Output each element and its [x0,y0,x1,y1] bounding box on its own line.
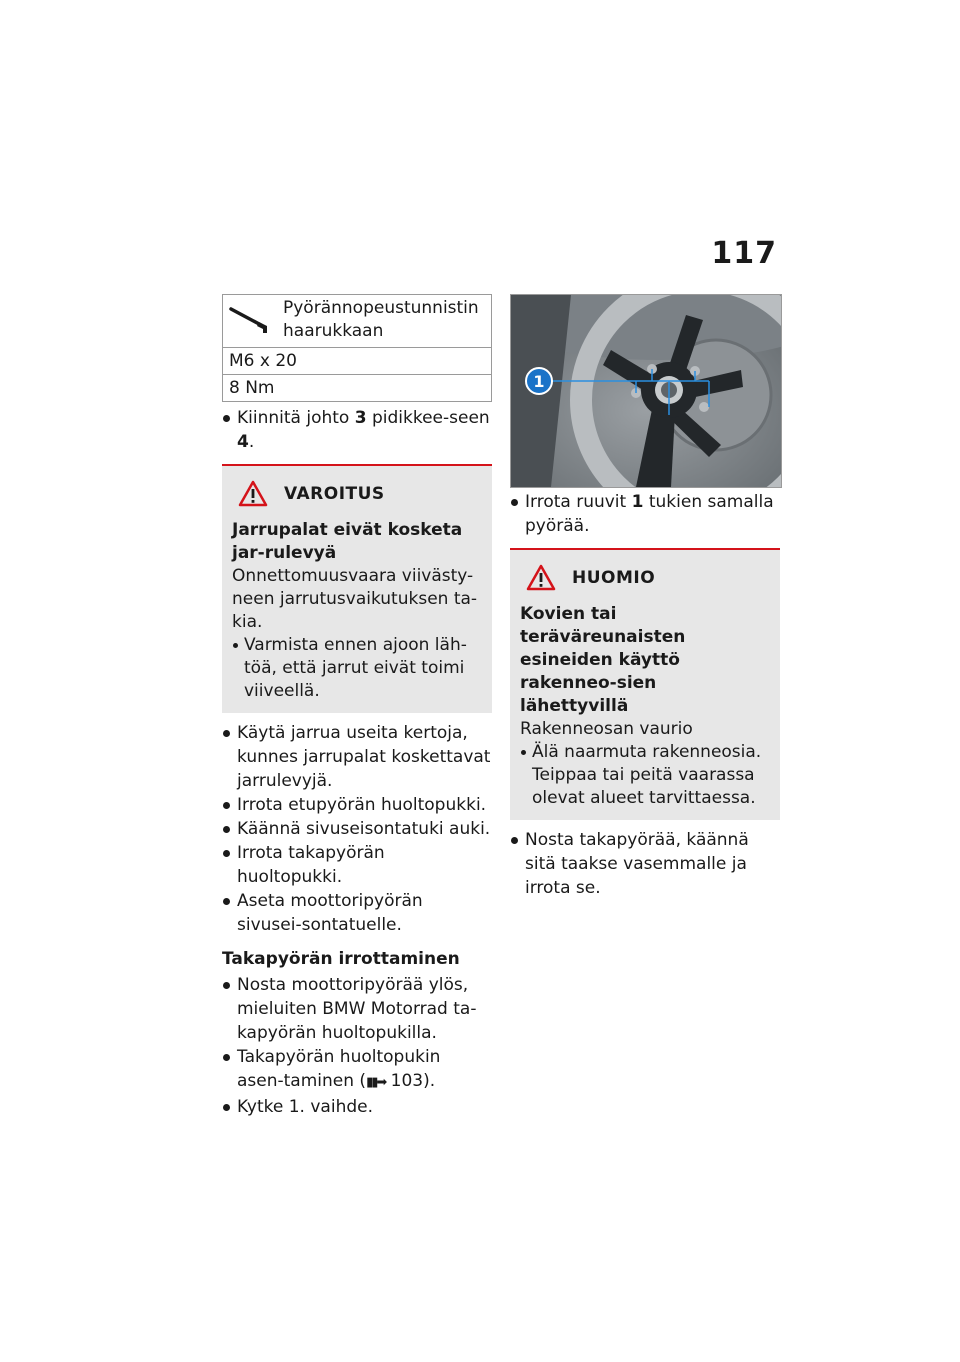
step-item: Irrota ruuvit 1 tukien samalla pyörää. [510,490,780,538]
step-list-3 [222,973,492,1119]
step-item: Kytke 1. vaihde. [222,1095,492,1119]
torque-wrench-icon [229,305,273,335]
left-column [222,294,492,1119]
step-item: Käännä sivuseisontatuki auki. [222,817,492,841]
figure-callout-1: 1 [533,372,545,391]
torque-table [222,294,492,402]
torque-table-row: M6 x 20 [223,348,492,375]
right-column [510,294,780,900]
step-list-1 [222,406,492,454]
warning-bullet: Varmista ennen ajoon läh-töä, että jarrut eivät toimi viiveellä. [232,634,482,703]
notice-heading: Kovien tai teräväreunaisten esineiden käyttö rakenneo-sien lähettyvillä [520,604,686,716]
step-item: Takapyörän huoltopukin asen-taminen (▮▮➡ 103). [222,1045,492,1095]
step-item: Käytä jarrua useita kertoja, kunnes jarrupalat koskettavat jarrulevyjä. [222,721,492,793]
step-item: Irrota etupyörän huoltopukki. [222,793,492,817]
step-list-4 [510,490,780,538]
warning-heading: Jarrupalat eivät kosketa jar-rulevyä [232,520,463,563]
torque-table-row: 8 Nm [223,375,492,402]
step-item: Nosta moottoripyörää ylös, mieluiten BMW Motorrad ta-kapyörän huoltopukilla. [222,973,492,1045]
step-item: Irrota takapyörän huoltopukki. [222,841,492,889]
step-item: Kiinnitä johto 3 pidikkee-seen 4. [222,406,492,454]
notice-triangle-icon [526,564,556,591]
page-reference-link[interactable]: 103 [390,1071,424,1091]
wheel-photo [510,294,782,488]
step-list-5 [510,828,780,900]
notice-title: HUOMIO [572,567,656,588]
warning-text: Onnettomuusvaara viivästy-neen jarrutusvaikutuksen ta-kia. [232,566,478,632]
notice-bullet: Älä naarmuta rakenneosia. Teippaa tai peitä vaarassa olevat alueet tarvittaessa. [520,741,770,810]
step-item: Nosta takapyörää, käännä sitä taakse vasemmalle ja irrota se. [510,828,780,900]
section-heading: Takapyörän irrottaminen [222,949,460,969]
notice-box [510,548,780,820]
torque-table-title: Pyörännopeustunnistin haarukkaan [283,298,479,341]
page-number: 117 [711,236,777,271]
step-item: Aseta moottoripyörän sivusei-sontatuelle. [222,889,492,937]
warning-triangle-icon [238,480,268,507]
warning-box [222,464,492,713]
step-list-2 [222,721,492,937]
warning-title: VAROITUS [284,483,385,504]
notice-text: Rakenneosan vaurio [520,719,693,739]
page-ref-arrow-icon: ▮▮➡ [366,1075,386,1090]
torque-table-head [223,295,492,348]
